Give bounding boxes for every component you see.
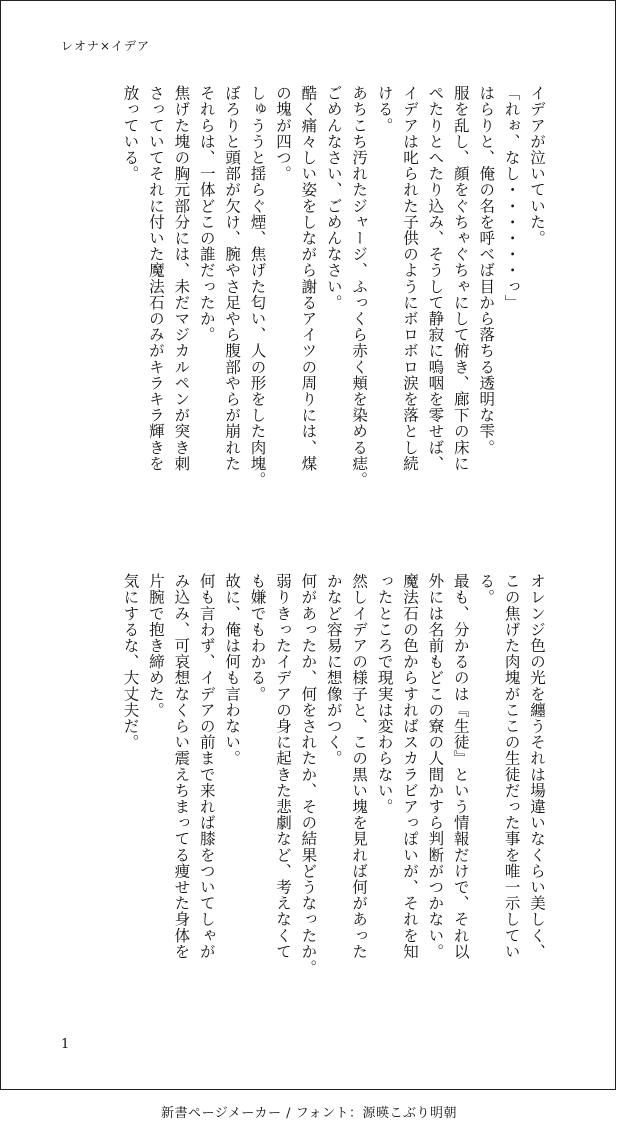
text-line: 「れぉ、なし・・・・・・っ」 bbox=[502, 85, 521, 311]
text-line: この焦げた肉塊がここの生徒だった事を唯一示してい bbox=[502, 573, 521, 960]
text-line: 何も言わず、イデアの前まで来れば膝をついてしゃが bbox=[197, 573, 216, 960]
text-line: 弱りきったイデアの身に起きた悲劇など、考えなくて bbox=[273, 573, 292, 960]
body-text-bottom bbox=[54, 573, 549, 1021]
text-line: かなど容易に想像がつく。 bbox=[324, 573, 343, 767]
text-line: る。 bbox=[477, 573, 496, 606]
text-line: 然しイデアの様子と、この黒い塊を見れば何があった bbox=[350, 573, 369, 960]
text-line: イデアが泣いていた。 bbox=[528, 85, 546, 246]
running-header: レオナ×イデア bbox=[61, 39, 151, 53]
text-line: さっていてそれに付いた魔法石のみがキラキラ輝きを bbox=[146, 85, 165, 472]
text-line: オレンジ色の光を纏うそれは場違いなくらい美しく、 bbox=[528, 573, 546, 960]
text-line: しゅううと揺らぐ煙、焦げた匂い、人の形をした肉塊。 bbox=[248, 85, 267, 488]
text-line: ごめんなさい、ごめんなさい。 bbox=[324, 85, 343, 311]
text-line: イデアは叱られた子供のようにボロボロ涙を落とし続 bbox=[400, 85, 419, 472]
text-line: ぼろりと頭部が欠け、腕やさ足やら腹部やらが崩れた bbox=[223, 85, 242, 472]
text-line: 服を乱し、顔をぐちゃぐちゃにして俯き、廊下の床に bbox=[451, 85, 470, 472]
text-line: ったところで現実は変わらない。 bbox=[375, 573, 394, 815]
text-line: ぺたりとへたり込み、そうして静寂に嗚咽を零せば、 bbox=[426, 85, 445, 472]
text-line: 酷く痛々しい姿をしながら謝るアイツの周りには、煤 bbox=[299, 85, 318, 472]
text-line: み込み、可哀想なくらい震えちまってる痩せた身体を bbox=[172, 573, 191, 960]
text-line: 片腕で抱き締めた。 bbox=[146, 573, 165, 718]
text-line: 気にするな、大丈夫だ。 bbox=[121, 573, 140, 751]
text-line: 焦げた塊の胸元部分には、未だマジカルペンが突き刺 bbox=[172, 85, 191, 472]
text-line: も嫌でもわかる。 bbox=[248, 573, 267, 702]
text-line: はらりと、俺の名を呼べば目から落ちる透明な雫。 bbox=[477, 85, 496, 456]
text-line: ける。 bbox=[375, 85, 394, 134]
text-line: 外には名前もどこの寮の人間かすら判断がつかない。 bbox=[426, 573, 445, 960]
text-line: それらは、一体どこの誰だったか。 bbox=[197, 85, 216, 343]
text-line: 魔法石の色からすればスカラビアっぽいが、それを知 bbox=[400, 573, 419, 960]
text-line: 故に、俺は何も言わない。 bbox=[223, 573, 242, 767]
text-line: あちこち汚れたジャージ、ふっくら赤く頬を染める痣。 bbox=[350, 85, 369, 488]
text-line: 何があったか、何をされたか、その結果どうなったか。 bbox=[299, 573, 318, 976]
text-line: 放っている。 bbox=[121, 85, 140, 182]
page-number: 1 bbox=[61, 1037, 70, 1052]
text-line: の塊が四つ。 bbox=[273, 85, 292, 182]
body-text-top bbox=[54, 85, 549, 533]
footer-credit: 新書ページメーカー / フォント：源暎こぶり明朝 bbox=[160, 1106, 458, 1121]
text-line: 最も、分かるのは『生徒』という情報だけで、それ以 bbox=[451, 573, 470, 960]
